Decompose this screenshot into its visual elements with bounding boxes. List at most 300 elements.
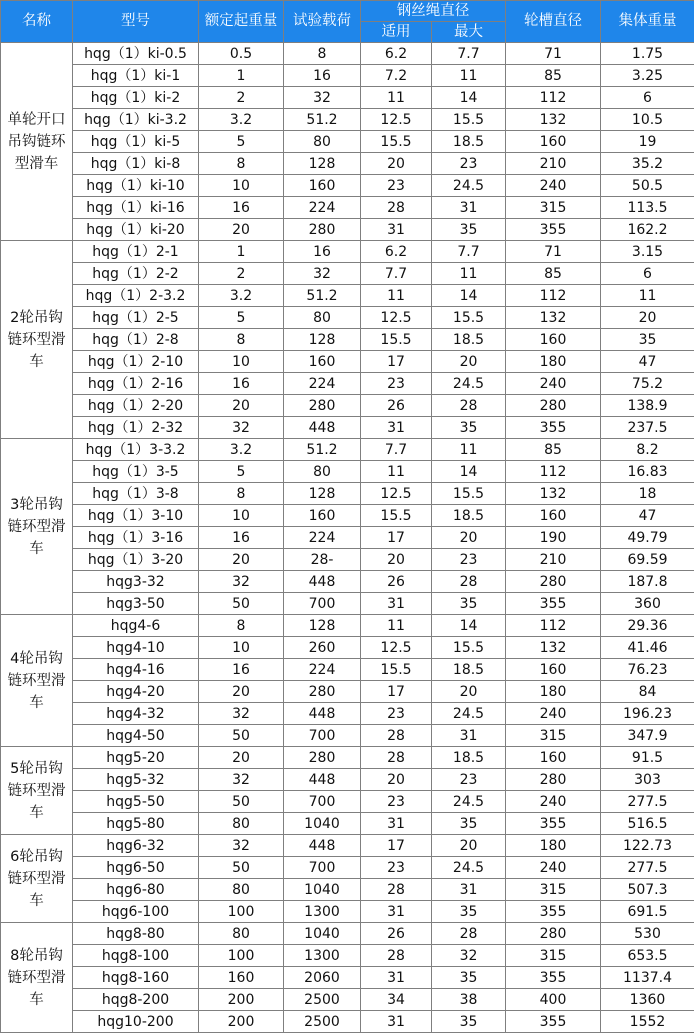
cell-sheave-diameter: 132	[506, 307, 601, 329]
header-rope-diameter: 钢丝绳直径	[361, 1, 506, 22]
cell-total-weight: 277.5	[601, 857, 694, 879]
cell-rope-max: 20	[432, 351, 506, 373]
table-row	[1, 769, 694, 791]
cell-rope-applicable: 23	[361, 791, 432, 813]
cell-total-weight: 1360	[601, 989, 694, 1011]
cell-model: hqg8-100	[73, 945, 199, 967]
cell-total-weight: 11	[601, 285, 694, 307]
cell-model: hqg5-32	[73, 769, 199, 791]
cell-model: hqg5-50	[73, 791, 199, 813]
table-row	[1, 835, 694, 857]
cell-rope-max: 38	[432, 989, 506, 1011]
cell-rated-load: 200	[199, 1011, 284, 1033]
cell-rope-max: 18.5	[432, 747, 506, 769]
cell-total-weight: 303	[601, 769, 694, 791]
cell-model: hqg（1）3-3.2	[73, 439, 199, 461]
cell-rated-load: 20	[199, 219, 284, 241]
cell-rated-load: 20	[199, 747, 284, 769]
cell-test-load: 700	[284, 593, 361, 615]
cell-model: hqg（1）3-5	[73, 461, 199, 483]
cell-model: hqg3-50	[73, 593, 199, 615]
cell-test-load: 260	[284, 637, 361, 659]
cell-sheave-diameter: 355	[506, 593, 601, 615]
cell-test-load: 160	[284, 351, 361, 373]
cell-total-weight: 1137.4	[601, 967, 694, 989]
cell-total-weight: 8.2	[601, 439, 694, 461]
table-row	[1, 1011, 694, 1033]
cell-model: hqg（1）ki-10	[73, 175, 199, 197]
table-row	[1, 945, 694, 967]
cell-test-load: 448	[284, 703, 361, 725]
cell-rope-applicable: 11	[361, 87, 432, 109]
cell-rated-load: 8	[199, 483, 284, 505]
cell-rope-applicable: 28	[361, 197, 432, 219]
cell-total-weight: 20	[601, 307, 694, 329]
cell-total-weight: 29.36	[601, 615, 694, 637]
cell-rope-applicable: 6.2	[361, 241, 432, 263]
cell-rated-load: 50	[199, 725, 284, 747]
cell-total-weight: 187.8	[601, 571, 694, 593]
cell-rated-load: 16	[199, 659, 284, 681]
cell-sheave-diameter: 315	[506, 879, 601, 901]
cell-rope-applicable: 15.5	[361, 659, 432, 681]
cell-test-load: 700	[284, 725, 361, 747]
cell-rated-load: 2	[199, 87, 284, 109]
cell-test-load: 448	[284, 417, 361, 439]
cell-test-load: 2060	[284, 967, 361, 989]
cell-rope-max: 31	[432, 725, 506, 747]
cell-rated-load: 16	[199, 527, 284, 549]
cell-model: hqg（1）2-10	[73, 351, 199, 373]
cell-rope-max: 18.5	[432, 505, 506, 527]
cell-total-weight: 18	[601, 483, 694, 505]
cell-rated-load: 3.2	[199, 109, 284, 131]
table-body	[1, 43, 694, 1033]
cell-rope-applicable: 31	[361, 813, 432, 835]
cell-test-load: 16	[284, 65, 361, 87]
cell-sheave-diameter: 240	[506, 175, 601, 197]
cell-test-load: 80	[284, 307, 361, 329]
cell-model: hqg（1）ki-1	[73, 65, 199, 87]
cell-sheave-diameter: 240	[506, 373, 601, 395]
cell-rope-applicable: 20	[361, 549, 432, 571]
table-row	[1, 373, 694, 395]
cell-rope-applicable: 34	[361, 989, 432, 1011]
cell-total-weight: 277.5	[601, 791, 694, 813]
cell-rope-max: 14	[432, 87, 506, 109]
header-rope-applicable: 适用	[361, 22, 432, 43]
header-total-weight: 集体重量	[601, 1, 694, 43]
cell-test-load: 2500	[284, 989, 361, 1011]
cell-sheave-diameter: 132	[506, 483, 601, 505]
cell-total-weight: 360	[601, 593, 694, 615]
cell-rated-load: 10	[199, 351, 284, 373]
cell-total-weight: 69.59	[601, 549, 694, 571]
cell-model: hqg（1）2-5	[73, 307, 199, 329]
cell-total-weight: 16.83	[601, 461, 694, 483]
cell-total-weight: 84	[601, 681, 694, 703]
cell-model: hqg10-200	[73, 1011, 199, 1033]
table-row	[1, 615, 694, 637]
header-name: 名称	[1, 1, 73, 43]
table-row	[1, 241, 694, 263]
cell-sheave-diameter: 71	[506, 241, 601, 263]
cell-test-load: 224	[284, 659, 361, 681]
cell-test-load: 51.2	[284, 439, 361, 461]
cell-rope-applicable: 31	[361, 219, 432, 241]
cell-rated-load: 2	[199, 263, 284, 285]
cell-rope-applicable: 17	[361, 835, 432, 857]
cell-test-load: 280	[284, 681, 361, 703]
table-row	[1, 593, 694, 615]
cell-total-weight: 507.3	[601, 879, 694, 901]
cell-total-weight: 138.9	[601, 395, 694, 417]
cell-test-load: 160	[284, 175, 361, 197]
cell-sheave-diameter: 280	[506, 395, 601, 417]
cell-test-load: 1300	[284, 901, 361, 923]
cell-total-weight: 47	[601, 505, 694, 527]
cell-test-load: 1040	[284, 923, 361, 945]
cell-rated-load: 8	[199, 153, 284, 175]
cell-total-weight: 19	[601, 131, 694, 153]
header-rated-load: 额定起重量	[199, 1, 284, 43]
cell-model: hqg4-50	[73, 725, 199, 747]
cell-rope-applicable: 17	[361, 527, 432, 549]
cell-rated-load: 100	[199, 901, 284, 923]
cell-rope-max: 15.5	[432, 109, 506, 131]
cell-model: hqg（1）2-3.2	[73, 285, 199, 307]
cell-model: hqg（1）2-2	[73, 263, 199, 285]
cell-model: hqg3-32	[73, 571, 199, 593]
cell-rated-load: 10	[199, 505, 284, 527]
cell-test-load: 128	[284, 483, 361, 505]
cell-test-load: 32	[284, 87, 361, 109]
cell-rope-max: 35	[432, 417, 506, 439]
cell-rope-max: 18.5	[432, 329, 506, 351]
cell-test-load: 8	[284, 43, 361, 65]
cell-rope-applicable: 26	[361, 395, 432, 417]
cell-model: hqg（1）ki-5	[73, 131, 199, 153]
cell-rope-applicable: 11	[361, 461, 432, 483]
table-row	[1, 703, 694, 725]
cell-sheave-diameter: 190	[506, 527, 601, 549]
table-row	[1, 461, 694, 483]
table-row	[1, 483, 694, 505]
cell-total-weight: 1.75	[601, 43, 694, 65]
cell-model: hqg6-80	[73, 879, 199, 901]
cell-rope-applicable: 11	[361, 285, 432, 307]
cell-rope-applicable: 26	[361, 571, 432, 593]
cell-rated-load: 8	[199, 329, 284, 351]
cell-rope-max: 23	[432, 769, 506, 791]
cell-rated-load: 80	[199, 879, 284, 901]
cell-rope-max: 14	[432, 285, 506, 307]
cell-test-load: 280	[284, 395, 361, 417]
table-row	[1, 65, 694, 87]
cell-model: hqg（1）3-10	[73, 505, 199, 527]
cell-rated-load: 50	[199, 791, 284, 813]
cell-model: hqg4-20	[73, 681, 199, 703]
cell-rope-applicable: 28	[361, 945, 432, 967]
table-header	[1, 1, 694, 43]
group-name: 8轮吊钩链环型滑车	[1, 923, 73, 1033]
cell-sheave-diameter: 315	[506, 197, 601, 219]
cell-total-weight: 50.5	[601, 175, 694, 197]
cell-sheave-diameter: 210	[506, 153, 601, 175]
cell-total-weight: 91.5	[601, 747, 694, 769]
cell-rated-load: 5	[199, 307, 284, 329]
cell-test-load: 280	[284, 747, 361, 769]
cell-model: hqg（1）ki-8	[73, 153, 199, 175]
table-row	[1, 725, 694, 747]
table-row	[1, 923, 694, 945]
cell-test-load: 1040	[284, 879, 361, 901]
cell-rated-load: 32	[199, 769, 284, 791]
table-row	[1, 527, 694, 549]
table-row	[1, 549, 694, 571]
cell-total-weight: 196.23	[601, 703, 694, 725]
cell-test-load: 1040	[284, 813, 361, 835]
cell-model: hqg4-10	[73, 637, 199, 659]
cell-sheave-diameter: 112	[506, 461, 601, 483]
cell-sheave-diameter: 280	[506, 923, 601, 945]
cell-total-weight: 530	[601, 923, 694, 945]
cell-rope-max: 7.7	[432, 241, 506, 263]
cell-test-load: 128	[284, 153, 361, 175]
table-row	[1, 901, 694, 923]
cell-rated-load: 32	[199, 571, 284, 593]
cell-rope-applicable: 12.5	[361, 483, 432, 505]
cell-total-weight: 10.5	[601, 109, 694, 131]
cell-sheave-diameter: 280	[506, 571, 601, 593]
cell-sheave-diameter: 355	[506, 901, 601, 923]
cell-rope-max: 28	[432, 571, 506, 593]
cell-total-weight: 122.73	[601, 835, 694, 857]
cell-model: hqg8-80	[73, 923, 199, 945]
cell-sheave-diameter: 85	[506, 263, 601, 285]
cell-model: hqg6-50	[73, 857, 199, 879]
cell-sheave-diameter: 240	[506, 791, 601, 813]
cell-total-weight: 47	[601, 351, 694, 373]
cell-rope-applicable: 17	[361, 351, 432, 373]
table-row	[1, 505, 694, 527]
cell-rope-applicable: 20	[361, 769, 432, 791]
cell-rope-applicable: 31	[361, 1011, 432, 1033]
cell-rope-max: 28	[432, 395, 506, 417]
cell-rope-max: 32	[432, 945, 506, 967]
cell-rope-max: 18.5	[432, 659, 506, 681]
cell-rope-max: 14	[432, 461, 506, 483]
cell-test-load: 128	[284, 329, 361, 351]
cell-rope-max: 35	[432, 901, 506, 923]
cell-rated-load: 16	[199, 373, 284, 395]
cell-test-load: 51.2	[284, 109, 361, 131]
cell-sheave-diameter: 160	[506, 505, 601, 527]
cell-rope-max: 24.5	[432, 791, 506, 813]
cell-rated-load: 10	[199, 637, 284, 659]
cell-test-load: 224	[284, 197, 361, 219]
cell-rope-applicable: 12.5	[361, 307, 432, 329]
cell-sheave-diameter: 180	[506, 681, 601, 703]
cell-test-load: 700	[284, 791, 361, 813]
table-row	[1, 637, 694, 659]
table-row	[1, 747, 694, 769]
cell-rope-applicable: 7.7	[361, 439, 432, 461]
cell-sheave-diameter: 85	[506, 65, 601, 87]
cell-sheave-diameter: 160	[506, 131, 601, 153]
cell-rope-max: 23	[432, 549, 506, 571]
cell-rope-max: 15.5	[432, 307, 506, 329]
group-name: 3轮吊钩链环型滑车	[1, 439, 73, 615]
cell-model: hqg（1）3-20	[73, 549, 199, 571]
cell-test-load: 2500	[284, 1011, 361, 1033]
cell-sheave-diameter: 355	[506, 1011, 601, 1033]
cell-rope-applicable: 23	[361, 703, 432, 725]
table-row	[1, 791, 694, 813]
cell-rope-applicable: 6.2	[361, 43, 432, 65]
cell-sheave-diameter: 400	[506, 989, 601, 1011]
header-rope-max: 最大	[432, 22, 506, 43]
cell-sheave-diameter: 315	[506, 945, 601, 967]
group-name: 2轮吊钩链环型滑车	[1, 241, 73, 439]
cell-rope-applicable: 11	[361, 615, 432, 637]
cell-rope-applicable: 31	[361, 417, 432, 439]
cell-rope-applicable: 12.5	[361, 109, 432, 131]
cell-sheave-diameter: 112	[506, 285, 601, 307]
group-name: 5轮吊钩链环型滑车	[1, 747, 73, 835]
cell-total-weight: 653.5	[601, 945, 694, 967]
cell-rope-applicable: 31	[361, 901, 432, 923]
cell-rope-max: 20	[432, 681, 506, 703]
cell-test-load: 51.2	[284, 285, 361, 307]
cell-rope-max: 11	[432, 263, 506, 285]
cell-model: hqg（1）ki-3.2	[73, 109, 199, 131]
cell-rope-max: 20	[432, 527, 506, 549]
table-row	[1, 109, 694, 131]
cell-rope-applicable: 7.2	[361, 65, 432, 87]
cell-rated-load: 20	[199, 395, 284, 417]
cell-rope-max: 24.5	[432, 857, 506, 879]
group-name: 单轮开口吊钩链环型滑车	[1, 43, 73, 241]
cell-rated-load: 32	[199, 835, 284, 857]
cell-rated-load: 80	[199, 813, 284, 835]
cell-rope-max: 15.5	[432, 483, 506, 505]
cell-total-weight: 3.15	[601, 241, 694, 263]
cell-model: hqg4-16	[73, 659, 199, 681]
cell-rope-max: 31	[432, 197, 506, 219]
table-row	[1, 439, 694, 461]
cell-model: hqg8-200	[73, 989, 199, 1011]
cell-rated-load: 5	[199, 461, 284, 483]
cell-sheave-diameter: 210	[506, 549, 601, 571]
table-row	[1, 417, 694, 439]
cell-rope-max: 24.5	[432, 373, 506, 395]
cell-model: hqg（1）2-8	[73, 329, 199, 351]
cell-rope-applicable: 31	[361, 967, 432, 989]
cell-rated-load: 20	[199, 549, 284, 571]
cell-rope-applicable: 26	[361, 923, 432, 945]
cell-test-load: 448	[284, 835, 361, 857]
cell-rope-applicable: 31	[361, 593, 432, 615]
cell-rated-load: 160	[199, 967, 284, 989]
table-row	[1, 857, 694, 879]
cell-rated-load: 50	[199, 593, 284, 615]
group-name: 6轮吊钩链环型滑车	[1, 835, 73, 923]
table-row	[1, 989, 694, 1011]
cell-sheave-diameter: 85	[506, 439, 601, 461]
cell-rope-max: 20	[432, 835, 506, 857]
cell-total-weight: 237.5	[601, 417, 694, 439]
header-test-load: 试验载荷	[284, 1, 361, 43]
cell-total-weight: 6	[601, 263, 694, 285]
cell-sheave-diameter: 160	[506, 747, 601, 769]
cell-model: hqg（1）3-16	[73, 527, 199, 549]
table-row	[1, 395, 694, 417]
cell-rope-max: 18.5	[432, 131, 506, 153]
header-sheave-diameter: 轮槽直径	[506, 1, 601, 43]
cell-sheave-diameter: 355	[506, 417, 601, 439]
table-row	[1, 813, 694, 835]
cell-total-weight: 35.2	[601, 153, 694, 175]
cell-test-load: 80	[284, 461, 361, 483]
table-row	[1, 285, 694, 307]
cell-rope-applicable: 28	[361, 747, 432, 769]
table-row	[1, 197, 694, 219]
cell-total-weight: 6	[601, 87, 694, 109]
cell-sheave-diameter: 240	[506, 857, 601, 879]
cell-sheave-diameter: 71	[506, 43, 601, 65]
cell-model: hqg5-80	[73, 813, 199, 835]
cell-rated-load: 16	[199, 197, 284, 219]
cell-sheave-diameter: 112	[506, 615, 601, 637]
cell-total-weight: 113.5	[601, 197, 694, 219]
cell-total-weight: 76.23	[601, 659, 694, 681]
cell-sheave-diameter: 315	[506, 725, 601, 747]
cell-rope-max: 28	[432, 923, 506, 945]
cell-total-weight: 75.2	[601, 373, 694, 395]
cell-rope-applicable: 23	[361, 175, 432, 197]
cell-rope-applicable: 23	[361, 857, 432, 879]
cell-rated-load: 20	[199, 681, 284, 703]
cell-rope-applicable: 15.5	[361, 505, 432, 527]
cell-test-load: 280	[284, 219, 361, 241]
cell-model: hqg5-20	[73, 747, 199, 769]
table-row	[1, 263, 694, 285]
cell-model: hqg4-32	[73, 703, 199, 725]
group-name: 4轮吊钩链环型滑车	[1, 615, 73, 747]
cell-model: hqg（1）3-8	[73, 483, 199, 505]
cell-sheave-diameter: 355	[506, 219, 601, 241]
cell-rope-applicable: 17	[361, 681, 432, 703]
cell-total-weight: 691.5	[601, 901, 694, 923]
cell-rope-max: 23	[432, 153, 506, 175]
cell-rated-load: 8	[199, 615, 284, 637]
cell-test-load: 28-	[284, 549, 361, 571]
cell-test-load: 32	[284, 263, 361, 285]
table-row	[1, 879, 694, 901]
cell-model: hqg（1）ki-2	[73, 87, 199, 109]
cell-rope-max: 11	[432, 65, 506, 87]
cell-sheave-diameter: 180	[506, 835, 601, 857]
cell-rated-load: 200	[199, 989, 284, 1011]
cell-rope-applicable: 15.5	[361, 131, 432, 153]
cell-rope-applicable: 12.5	[361, 637, 432, 659]
cell-sheave-diameter: 355	[506, 813, 601, 835]
cell-rated-load: 10	[199, 175, 284, 197]
cell-model: hqg（1）ki-16	[73, 197, 199, 219]
cell-rope-max: 7.7	[432, 43, 506, 65]
cell-rated-load: 32	[199, 703, 284, 725]
